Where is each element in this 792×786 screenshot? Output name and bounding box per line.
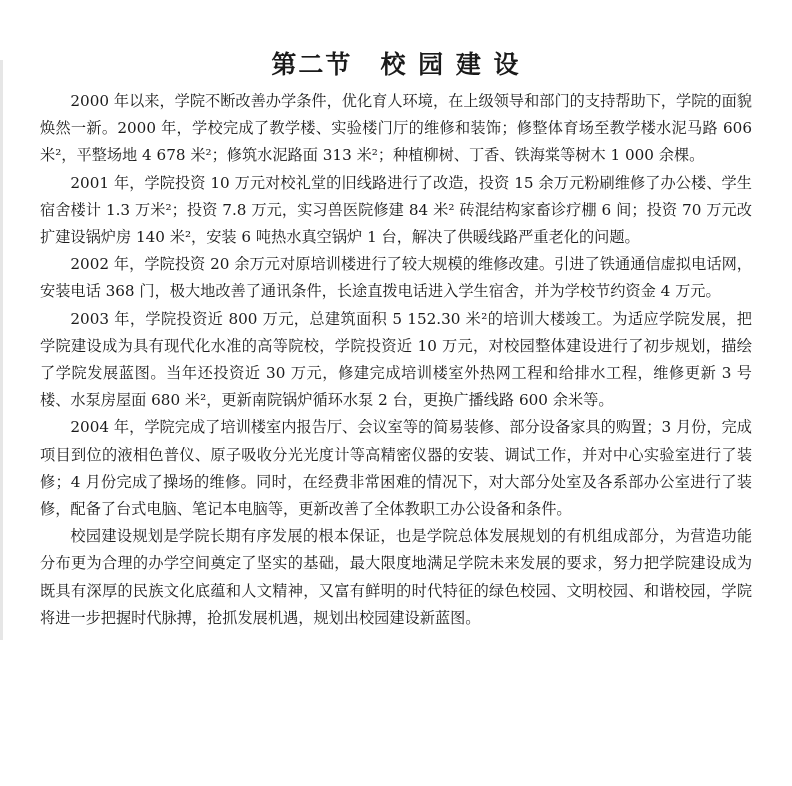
paragraph-2001: 2001 年，学院投资 10 万元对校礼堂的旧线路进行了改造，投资 15 余万元粉刷维修了办公楼、学生宿舍楼计 1.3 万米²；投资 7.8 万元，实习兽医院修建 84 米² 砖混结构家畜诊疗棚 6 间；投资 70 万元改扩建设锅炉房 140 米²，安装 6 吨热水真空锅炉 1 台，解决了供暖线路严重老化的问题。 xyxy=(40,173,752,247)
paragraph-2004: 2004 年，学院完成了培训楼室内报告厅、会议室等的简易装修、部分设备家具的购置；3 月份，完成项目到位的液相色普仪、原子吸收分光光度计等高精密仪器的安装、调试工作，并对中心实验室进行了装修；4 月份完成了操场的维修。同时，在经费非常困难的情况下，对大部分处室及各系部办公室进行了装修，配备了台式电脑、笔记本电脑等，更新改善了全体教职工办公设备和条件。 xyxy=(40,418,752,519)
section-title xyxy=(0,47,792,83)
paragraph-planning: 校园建设规划是学院长期有序发展的根本保证，也是学院总体发展规划的有机组成部分，为营造功能分布更为合理的办学空间奠定了坚实的基础，最大限度地满足学院未来发展的要求，努力把学院建设成为既具有深厚的民族文化底蕴和人文精神，又富有鲜明的时代特征的绿色校园、文明校园、和谐校园，学院将进一步把握时代脉搏，抢抓发展机遇，规划出校园建设新蓝图。 xyxy=(40,527,752,627)
section-name: 校 园 建 设 xyxy=(380,49,521,79)
page-edge-shadow xyxy=(0,60,3,640)
paragraph-2003: 2003 年，学院投资近 800 万元，总建筑面积 5 152.30 米²的培训大楼竣工。为适应学院发展，把学院建设成为具有现代化水准的高等院校，学院投资近 10 万元，对校园整体建设进行了初步规划，描绘了学院发展蓝图。当年还投资近 30 万元，修建完成培训楼室外热网工程和给排水工程，维修更新 3 号楼、水泵房屋面 680 米²，更新南院锅炉循环水泵 2 台，更换广播线路 600 余米等。 xyxy=(40,309,752,410)
paragraph-2000: 2000 年以来，学院不断改善办学条件，优化育人环境，在上级领导和部门的支持帮助下，学院的面貌焕然一新。2000 年，学校完成了教学楼、实验楼门厅的维修和装饰；修整体育场至教学楼水泥马路 606 米²，平整场地 4 678 米²；修筑水泥路面 313 米²；种植柳树、丁香、铁海棠等树木 1 000 余棵。 xyxy=(40,92,752,165)
paragraph-2002: 2002 年，学院投资 20 余万元对原培训楼进行了较大规模的维修改建。引进了铁通通信虚拟电话网，安装电话 368 门，极大地改善了通讯条件，长途直拨电话进入学生宿舍，并为学校节约资金 4 万元。 xyxy=(40,255,752,301)
section-number: 第二节 xyxy=(271,49,353,79)
body-text xyxy=(40,88,752,632)
